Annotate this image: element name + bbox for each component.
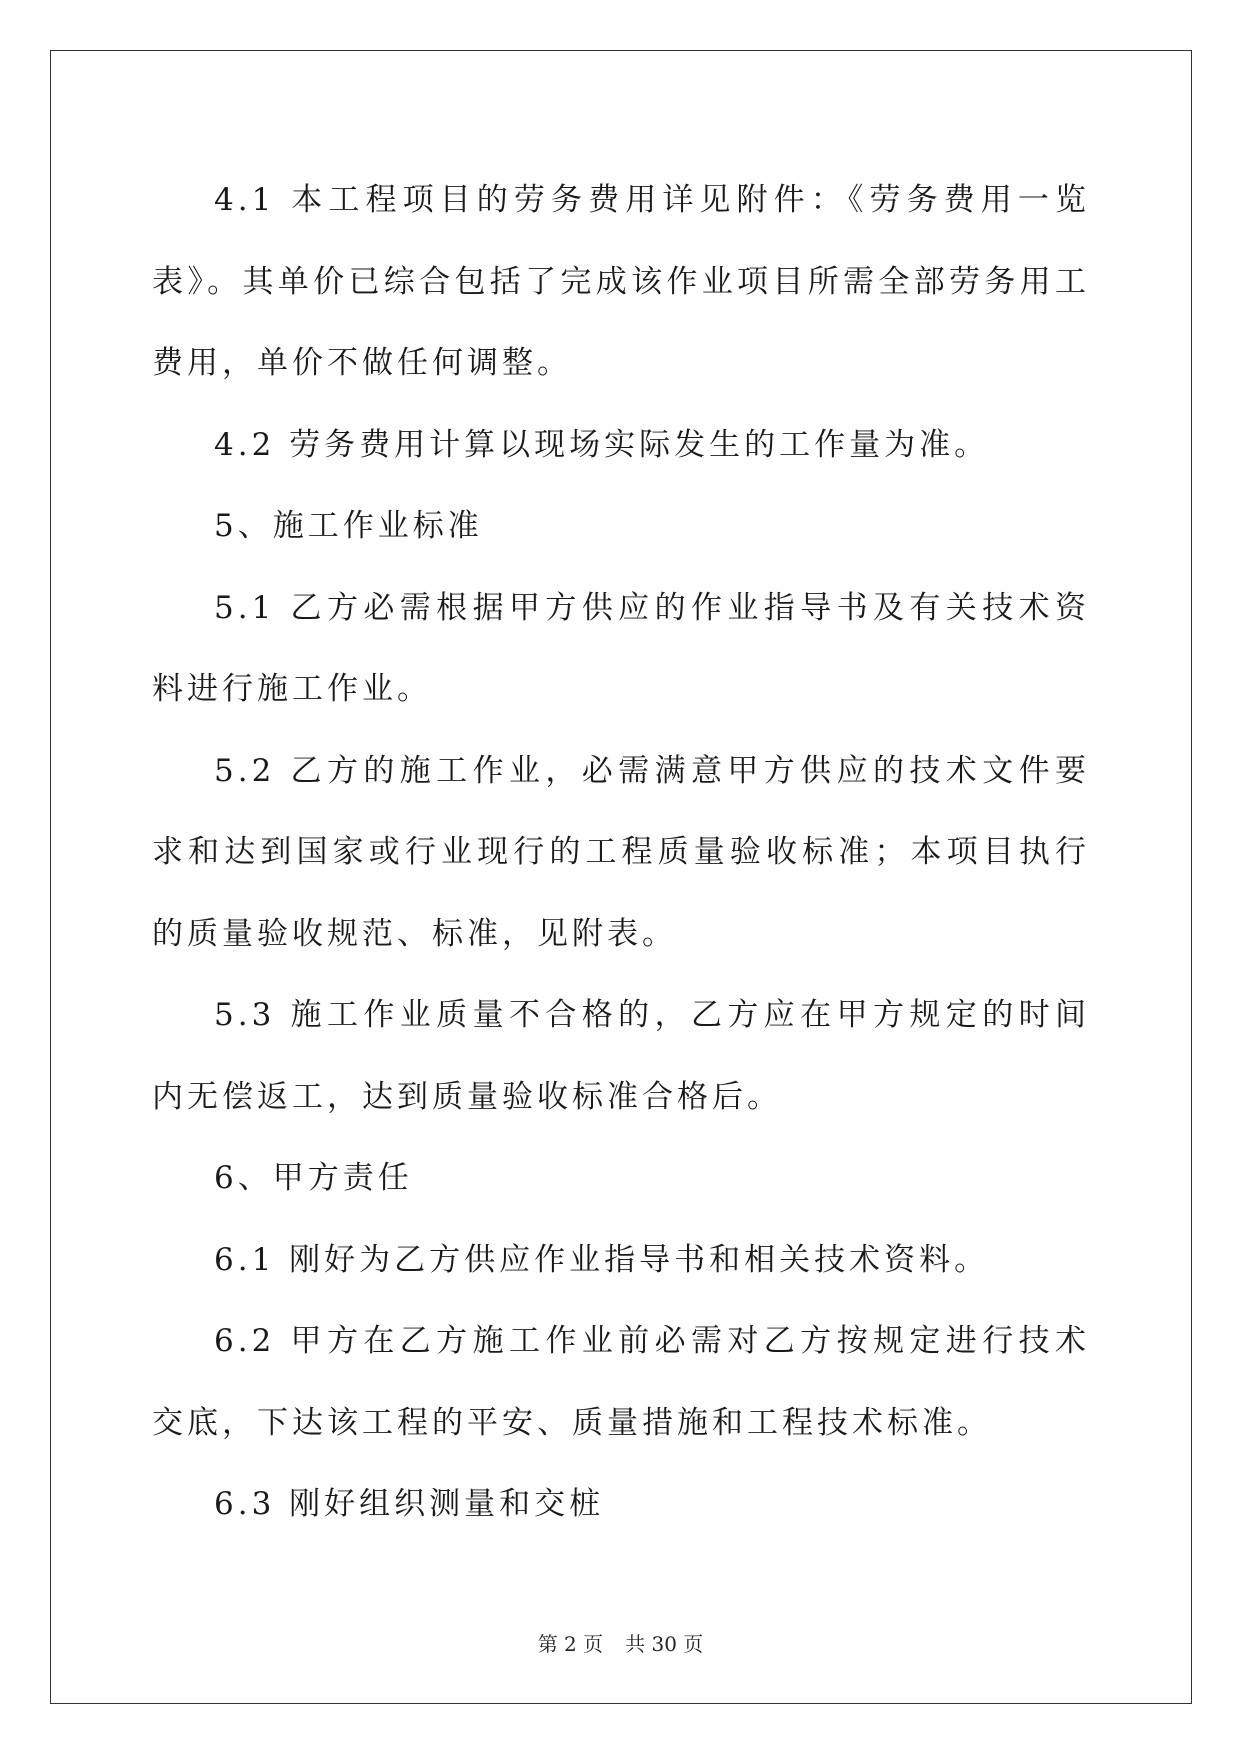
section-heading-6: 6、甲方责任 <box>214 1160 413 1196</box>
paragraph-4-1: 4.1 本工程项目的劳务费用详见附件：《劳务费用一览表》。其单价已综合包括了完成该作业项目所需全部劳务用工费用，单价不做任何调整。 <box>152 182 1090 381</box>
document-body <box>152 160 1090 1546</box>
page-total: 共 30 页 <box>625 1632 704 1656</box>
section-heading-5: 5、施工作业标准 <box>214 508 483 544</box>
paragraph-5-1: 5.1 乙方必需根据甲方供应的作业指导书及有关技术资料进行施工作业。 <box>152 589 1090 707</box>
paragraph-4-2: 4.2 劳务费用计算以现场实际发生的工作量为准。 <box>214 426 990 463</box>
paragraph-6-3: 6.3 刚好组织测量和交桩 <box>214 1486 605 1522</box>
paragraph-6-1: 6.1 刚好为乙方供应作业指导书和相关技术资料。 <box>214 1241 990 1278</box>
page-footer <box>0 1628 1241 1657</box>
page-number: 第 2 页 <box>537 1632 604 1656</box>
paragraph-6-2: 6.2 甲方在乙方施工作业前必需对乙方按规定进行技术交底，下达该工程的平安、质量措施和工程技术标准。 <box>152 1323 1090 1441</box>
paragraph-5-3: 5.3 施工作业质量不合格的，乙方应在甲方规定的时间内无偿返工，达到质量验收标准合格后。 <box>152 997 1090 1115</box>
paragraph-5-2: 5.2 乙方的施工作业，必需满意甲方供应的技术文件要求和达到国家或行业现行的工程质量验收标准；本项目执行的质量验收规范、标准，见附表。 <box>152 752 1090 952</box>
